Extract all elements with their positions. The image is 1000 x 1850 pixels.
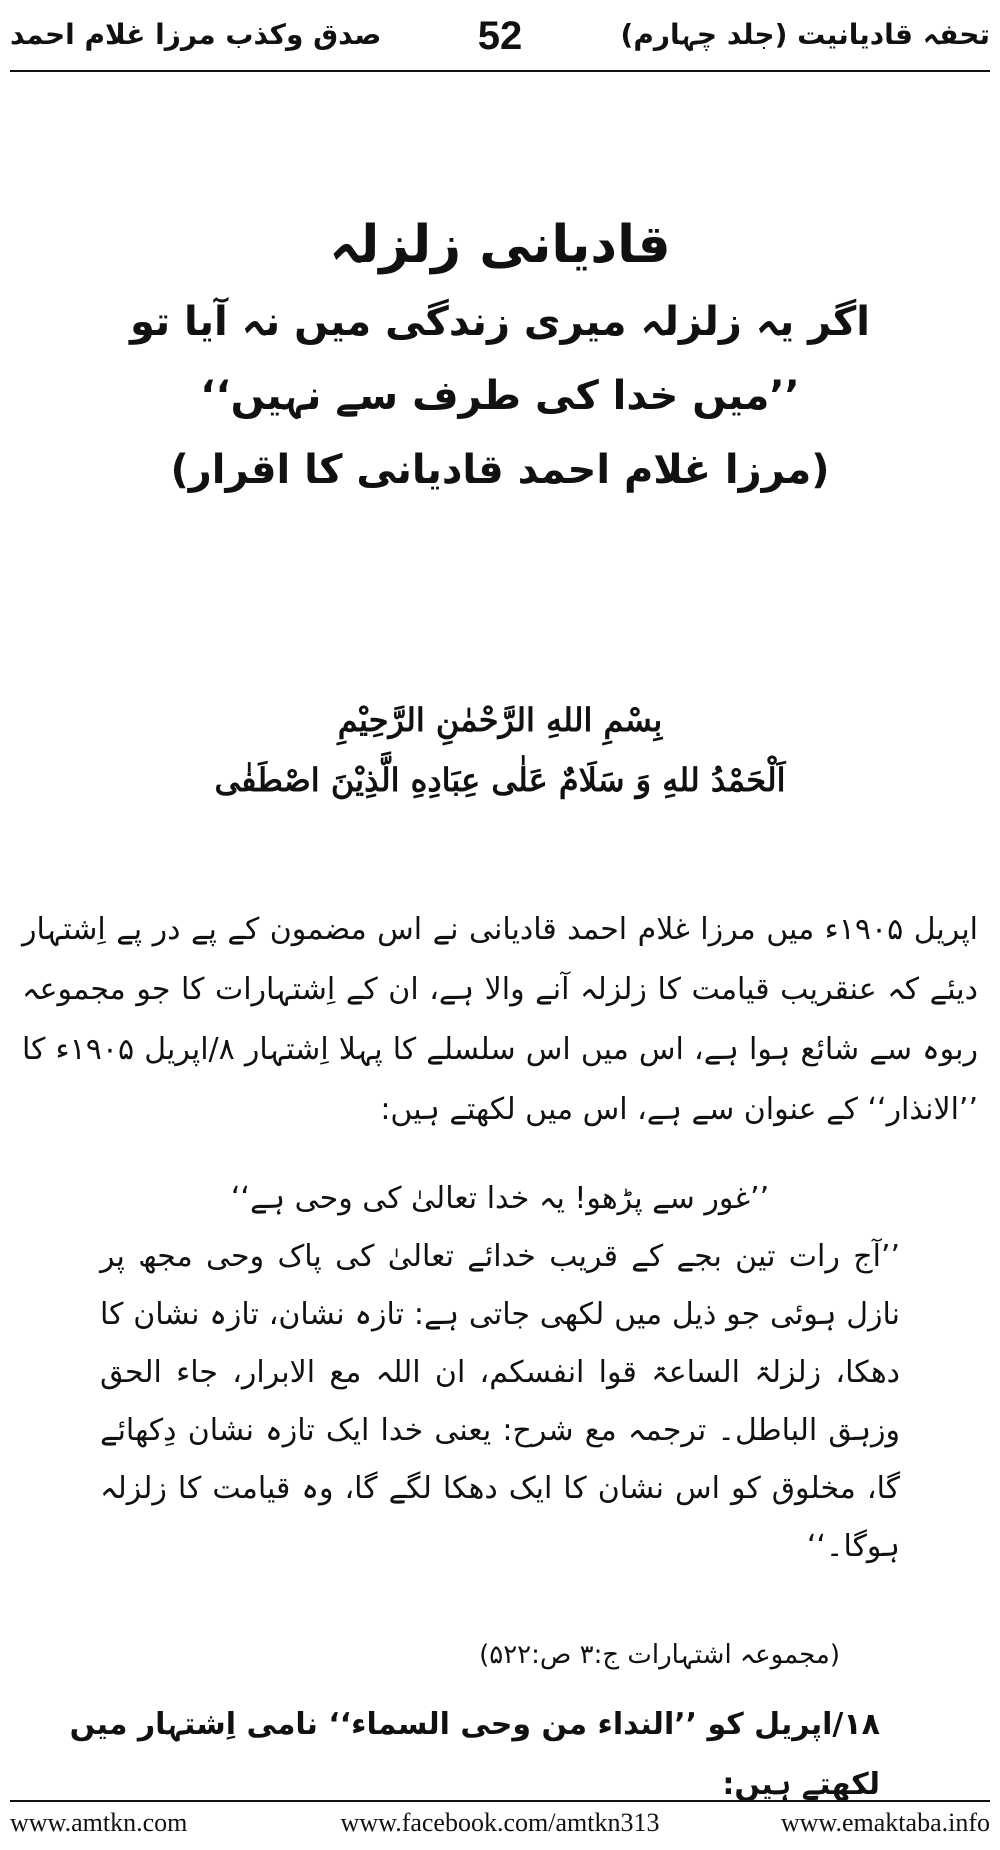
- quote-text: ’’آج رات تین بجے کے قریب خدائے تعالیٰ کی پاک وحی مجھ پر نازل ہوئی جو ذیل میں لکھی جاتی ہے: تازہ نشان، تازہ نشان کا دھکا، زلزلۃ الساعۃ قوا انفسکم، ان اللہ مع الابرار، جاء الحق وزہق الباطل۔ ترجمہ مع شرح: یعنی خدا ایک تازہ نشان دِکھائے گا، مخلوق کو اس نشان کا ایک دھکا لگے گا، وہ قیامت کا زلزلہ ہوگا۔‘‘: [100, 1239, 900, 1564]
- title-block: [60, 205, 940, 507]
- page-number: 52: [477, 14, 523, 58]
- quote-block: [100, 1170, 900, 1576]
- body-text: [22, 900, 978, 1140]
- citation: (مجموعہ اشتہارات ج:۳ ص:۵۲۲): [479, 1640, 840, 1670]
- chapter-title: صدق وکذب مرزا غلام احمد: [10, 18, 382, 51]
- footer-link-emaktaba[interactable]: www.emaktaba.info: [780, 1808, 990, 1837]
- quote-heading: ’’غور سے پڑھو! یہ خدا تعالیٰ کی وحی ہے‘‘: [230, 1181, 770, 1216]
- header-divider: [10, 70, 990, 72]
- page-header: [10, 8, 990, 78]
- footer-link-facebook[interactable]: www.facebook.com/amtkn313: [340, 1808, 660, 1837]
- subtitle-line-2: ’’میں خدا کی طرف سے نہیں‘‘: [200, 373, 800, 419]
- bismillah-line-2: اَلْحَمْدُ للهِ وَ سَلَامٌ عَلٰی عِبَادِهِ الَّذِیْنَ اصْطَفٰی: [214, 761, 786, 799]
- main-title: قادیانی زلزلہ: [329, 215, 671, 275]
- book-title: تحفہ قادیانیت (جلد چہارم): [620, 18, 990, 51]
- subtitle-line-3: (مرزا غلام احمد قادیانی کا اقرار): [170, 447, 830, 493]
- footer-link-amtkn[interactable]: www.amtkn.com: [10, 1808, 188, 1837]
- subtitle-line-1: اگر یہ زلزلہ میری زندگی میں نہ آیا تو: [129, 299, 871, 345]
- footer-divider: [10, 1800, 990, 1802]
- body-paragraph: اپریل ۱۹۰۵ء میں مرزا غلام احمد قادیانی نے اس مضمون کے پے در پے اِشتہار دیئے کہ عنقریب قیامت کا زلزلہ آنے والا ہے، ان کے اِشتہارات کا جو مجموعہ ربوہ سے شائع ہوا ہے، اس میں اس سلسلے کا پہلا اِشتہار ۸/اپریل ۱۹۰۵ء کا ’’الانذار‘‘ کے عنوان سے ہے، اس میں لکھتے ہیں:: [22, 912, 979, 1127]
- bismillah-line-1: بِسْمِ اللهِ الرَّحْمٰنِ الرَّحِیْمِ: [337, 701, 663, 739]
- page-footer: [10, 1808, 990, 1844]
- next-paragraph-line: ۱۸/اپریل کو ’’النداء من وحی السماء‘‘ نامی اِشتہار میں لکھتے ہیں:: [69, 1707, 880, 1802]
- bismillah-block: [60, 690, 940, 810]
